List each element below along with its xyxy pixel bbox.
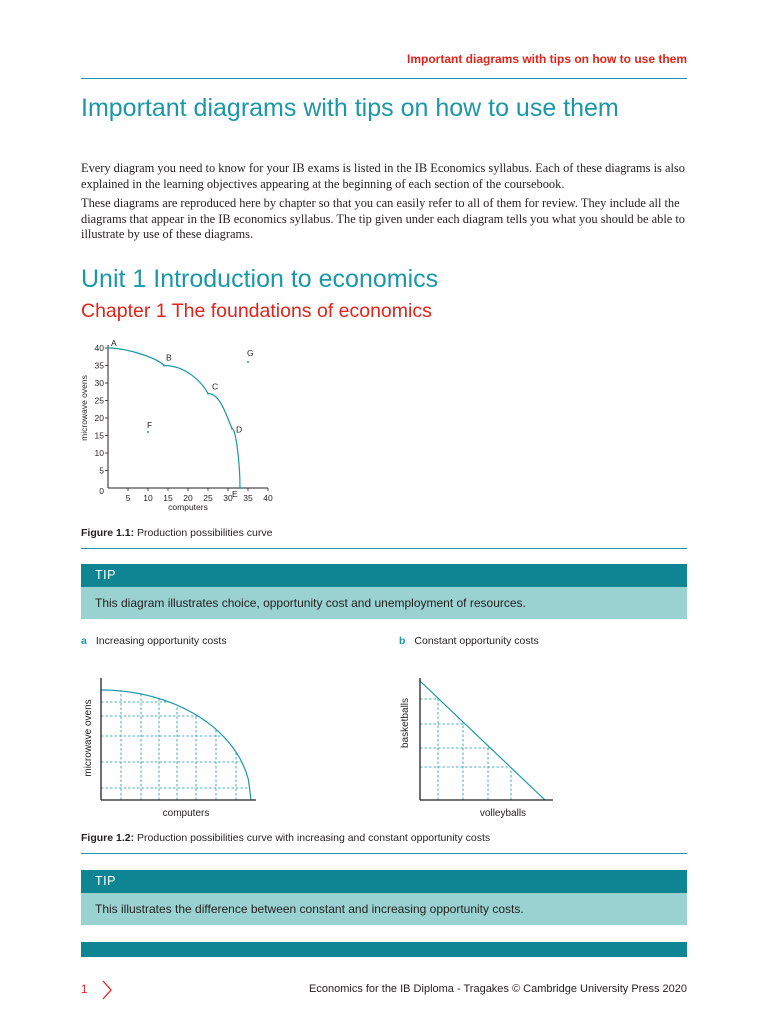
- x-axis-label: computers: [162, 808, 210, 819]
- ppc-curve: [108, 348, 243, 488]
- panel-b-letter: b: [399, 635, 406, 647]
- x-tick-label: 40: [263, 493, 273, 503]
- point-label: G: [247, 348, 254, 358]
- panel-b-title: Constant opportunity costs: [414, 635, 539, 647]
- point-label: F: [147, 420, 153, 430]
- panel-b-label: [399, 635, 539, 647]
- point-f: [147, 431, 149, 433]
- y-tick-label: 30: [94, 378, 104, 388]
- y-tick-label: 20: [94, 413, 104, 423]
- point-label: C: [212, 381, 219, 392]
- x-tick-label: 25: [203, 493, 213, 503]
- origin-label: 0: [99, 486, 104, 496]
- point-e: [239, 487, 241, 489]
- x-tick-label: 15: [163, 493, 173, 503]
- caption-text: Production possibilities curve: [137, 527, 273, 539]
- running-header: Important diagrams with tips on how to use them: [406, 52, 687, 66]
- x-tick-label: 35: [243, 493, 253, 503]
- x-axis-label: volleyballs: [479, 808, 527, 819]
- caption-label: Figure 1.1:: [81, 527, 135, 539]
- increasing-cost-diagram: [76, 668, 276, 823]
- caption-rule: [81, 853, 687, 854]
- ppc-line: [420, 681, 545, 800]
- tip-box: [81, 587, 687, 619]
- point-g: [247, 361, 249, 363]
- tip-header: [81, 564, 687, 587]
- point-label: A: [111, 338, 117, 348]
- caption-text: Production possibilities curve with increasing and constant opportunity costs: [137, 832, 491, 844]
- tip-text: This illustrates the difference between constant and increasing opportunity costs.: [95, 902, 524, 916]
- x-axis-label: computers: [168, 502, 208, 512]
- y-axis-label: microwave ovens: [79, 375, 89, 441]
- y-tick-label: 15: [94, 430, 104, 441]
- tip-box: [81, 893, 687, 925]
- chapter-heading: Chapter 1 The foundations of economics: [81, 300, 432, 322]
- x-tick-label: 30: [223, 493, 233, 503]
- unit-heading: Unit 1 Introduction to economics: [81, 265, 439, 293]
- figure-1-2-caption: [81, 832, 490, 844]
- point-a: [107, 347, 109, 349]
- x-tick-label: 5: [125, 493, 131, 503]
- point-label: E: [232, 489, 238, 499]
- y-axis-label: basketballs: [400, 697, 411, 749]
- header-rule: [81, 78, 687, 79]
- caption-label: Figure 1.2:: [81, 832, 135, 844]
- page-title: Important diagrams with tips on how to use them: [81, 94, 619, 122]
- y-tick-label: 40: [94, 343, 104, 353]
- tip-heading: TIP: [95, 874, 116, 888]
- intro-paragraph-2: These diagrams are reproduced here by chapter so that you can easily refer to all of them for review. They include all the diagrams that appear in the IB economics syllabus. The tip given under each diagram tells you what you should be able to illustrate by use of these diagrams.: [81, 196, 686, 241]
- page-number: 1: [81, 984, 88, 996]
- y-tick-label: 35: [94, 360, 104, 371]
- ppc-curve: [101, 690, 251, 800]
- intro-paragraph-1: Every diagram you need to know for your IB exams is listed in the IB Economics syllabus. Each of these diagrams is also explained in the learning objectives appearing at the beginning of each section of the coursebook.: [81, 161, 685, 191]
- panel-a-title: Increasing opportunity costs: [95, 635, 227, 647]
- panel-a-label: [81, 635, 227, 647]
- panel-a-letter: a: [81, 635, 87, 647]
- point-b: [163, 365, 165, 367]
- chevron-right-icon: [100, 979, 114, 1001]
- caption-rule: [81, 548, 687, 549]
- y-axis-label: microwave ovens: [83, 699, 94, 777]
- point-label: D: [236, 424, 243, 435]
- footer-credit: Economics for the IB Diploma - Tragakes © Cambridge University Press 2020: [309, 983, 687, 995]
- constant-cost-diagram: [393, 668, 563, 823]
- point-d: [231, 428, 233, 430]
- tip-text: This diagram illustrates choice, opportunity cost and unemployment of resources.: [95, 596, 526, 610]
- y-tick-label: 5: [99, 465, 104, 476]
- point-c: [207, 393, 209, 395]
- tip-heading: TIP: [95, 568, 116, 582]
- ppc-chart: [75, 338, 290, 518]
- x-tick-label: 20: [183, 493, 193, 503]
- y-tick-label: 25: [94, 395, 104, 406]
- next-tip-header: [81, 942, 687, 957]
- figure-1-1-caption: [81, 527, 272, 539]
- point-label: B: [166, 352, 172, 363]
- tip-header: [81, 870, 687, 893]
- x-tick-label: 10: [143, 493, 153, 503]
- y-tick-label: 10: [94, 448, 104, 458]
